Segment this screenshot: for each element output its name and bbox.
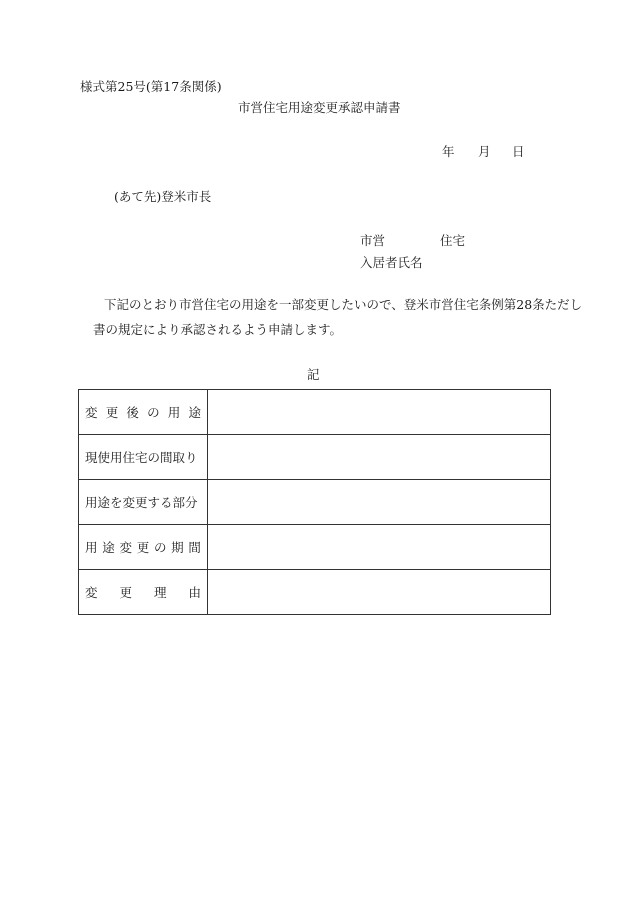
label-char: 用 xyxy=(167,405,181,420)
label-char: の xyxy=(147,405,160,420)
label-char: 期 xyxy=(171,540,184,555)
row-label xyxy=(79,570,208,615)
row-value-field[interactable] xyxy=(208,525,551,570)
housing-suffix-label: 住宅 xyxy=(440,233,466,248)
label-char: 変 xyxy=(85,585,98,600)
form-number: 様式第25号(第17条関係) xyxy=(80,79,222,94)
row-label-text xyxy=(85,403,201,421)
row-label-text xyxy=(85,448,201,466)
label-char: の xyxy=(153,540,167,555)
label-char: 由 xyxy=(188,585,201,600)
row-label xyxy=(79,480,208,525)
ki-heading: 記 xyxy=(307,367,320,382)
body-text-line-2: 書の規定により承認されるよう申請します。 xyxy=(93,322,343,337)
label-char: 後 xyxy=(126,405,139,420)
body-text-line-1: 下記のとおり市営住宅の用途を一部変更したいので、登米市営住宅条例第28条ただし xyxy=(104,297,583,312)
date-month-label: 月 xyxy=(478,144,491,159)
row-value-field[interactable] xyxy=(208,480,551,525)
table-row-changed-use xyxy=(79,390,551,435)
row-value-field[interactable] xyxy=(208,390,551,435)
row-label xyxy=(79,525,208,570)
table-row-change-reason xyxy=(79,570,551,615)
label-char: 用 xyxy=(85,540,98,555)
table-row-current-floor-plan xyxy=(79,435,551,480)
label-char: 更 xyxy=(136,540,150,555)
label-char: 更 xyxy=(105,405,119,420)
row-label-text xyxy=(85,493,201,511)
label-char: 理 xyxy=(153,585,167,600)
table-row-changed-part xyxy=(79,480,551,525)
label-char: 用途を変更する部分 xyxy=(85,495,198,510)
housing-prefix-label: 市営 xyxy=(360,233,386,248)
details-table xyxy=(78,389,551,615)
document-title: 市営住宅用途変更承認申請書 xyxy=(238,100,401,115)
date-year-label: 年 xyxy=(442,144,455,159)
table-row-change-period xyxy=(79,525,551,570)
label-char: 途 xyxy=(102,540,115,555)
label-char: 現使用住宅の間取り xyxy=(85,450,198,465)
row-label-text xyxy=(85,583,201,601)
row-value-field[interactable] xyxy=(208,435,551,480)
date-day-label: 日 xyxy=(512,144,525,159)
label-char: 間 xyxy=(188,540,201,555)
addressee: (あて先)登米市長 xyxy=(114,189,212,204)
label-char: 変 xyxy=(85,405,98,420)
row-value-field[interactable] xyxy=(208,570,551,615)
label-char: 途 xyxy=(188,405,201,420)
row-label xyxy=(79,390,208,435)
label-char: 変 xyxy=(119,540,132,555)
label-char: 更 xyxy=(119,585,132,600)
row-label-text xyxy=(85,538,201,556)
resident-name-label: 入居者氏名 xyxy=(360,255,423,270)
row-label xyxy=(79,435,208,480)
